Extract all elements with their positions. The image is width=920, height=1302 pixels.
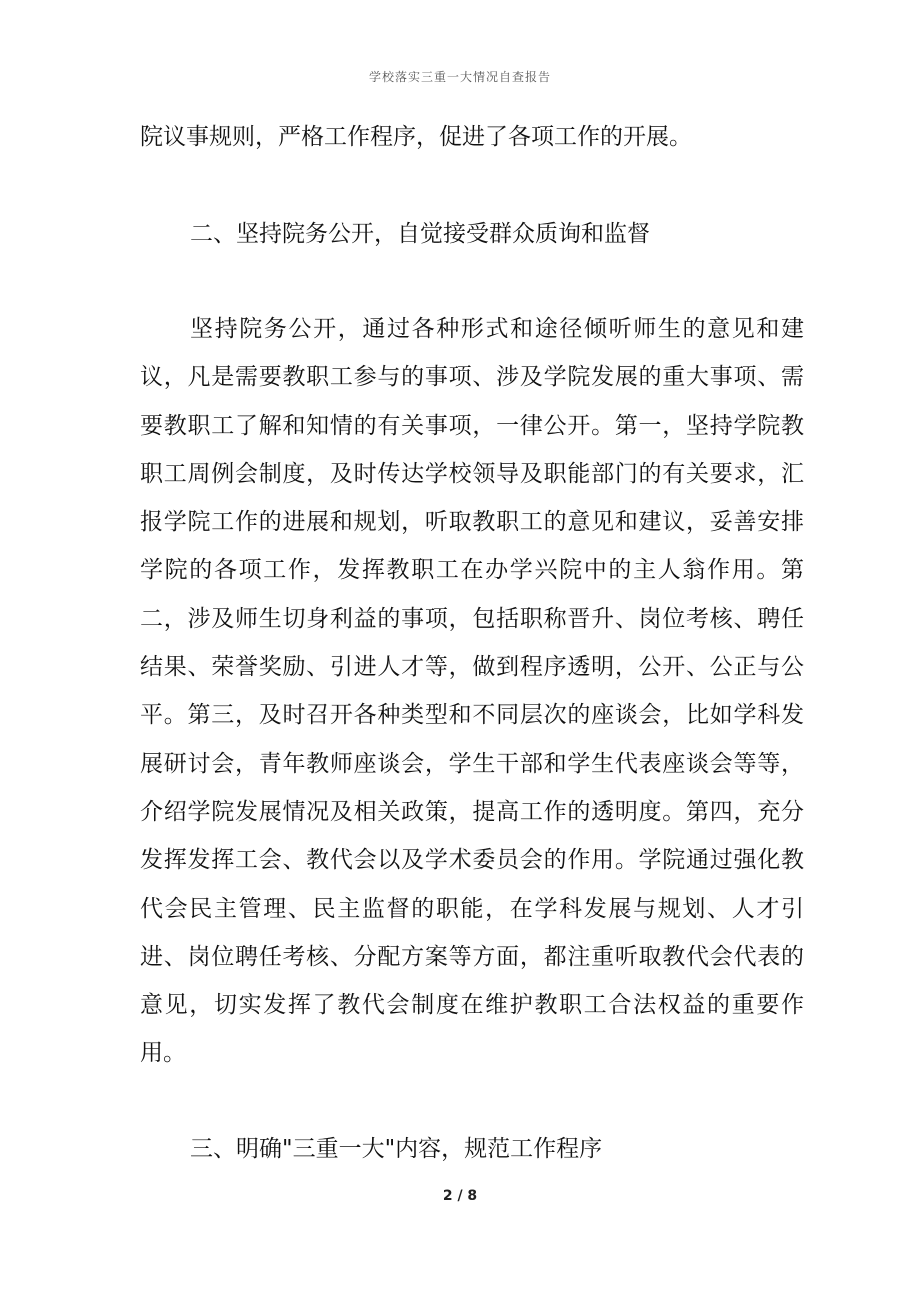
section-2-paragraph: 坚持院务公开，通过各种形式和途径倾听师生的意见和建议，凡是需要教职工参与的事项、涉及学院发展的重大事项、需要教职工了解和知情的有关事项，一律公开。第一，坚持学院教职工周例会制度，及时传达学校领导及职能部门的有关要求，汇报学院工作的进展和规划，听取教职工的意见和建议，妥善安排学院的各项工作，发挥教职工在办学兴院中的主人翁作用。第二，涉及师生切身利益的事项，包括职称晋升、岗位考核、聘任结果、荣誉奖励、引进人才等，做到程序透明，公开、公正与公平。第三，及时召开各种类型和不同层次的座谈会，比如学科发展研讨会，青年教师座谈会，学生干部和学生代表座谈会等等，介绍学院发展情况及相关政策，提高工作的透明度。第四，充分发挥发挥工会、教代会以及学术委员会的作用。学院通过强化教代会民主管理、民主监督的职能，在学科发展与规划、人才引进、岗位聘任考核、分配方案等方面，都注重听取教代会代表的意见，切实发挥了教代会制度在维护教职工合法权益的重要作用。: [140, 316, 804, 1067]
running-header: 学校落实三重一大情况自查报告: [368, 70, 551, 84]
section-2-heading: 二、坚持院务公开，自觉接受群众质询和监督: [190, 221, 650, 247]
continuation-text: 院议事规则，严格工作程序，促进了各项工作的开展。: [140, 124, 692, 150]
section-3-heading: 三、明确"三重一大"内容，规范工作程序: [190, 1136, 603, 1162]
page-number: 2 / 8: [442, 1188, 478, 1204]
